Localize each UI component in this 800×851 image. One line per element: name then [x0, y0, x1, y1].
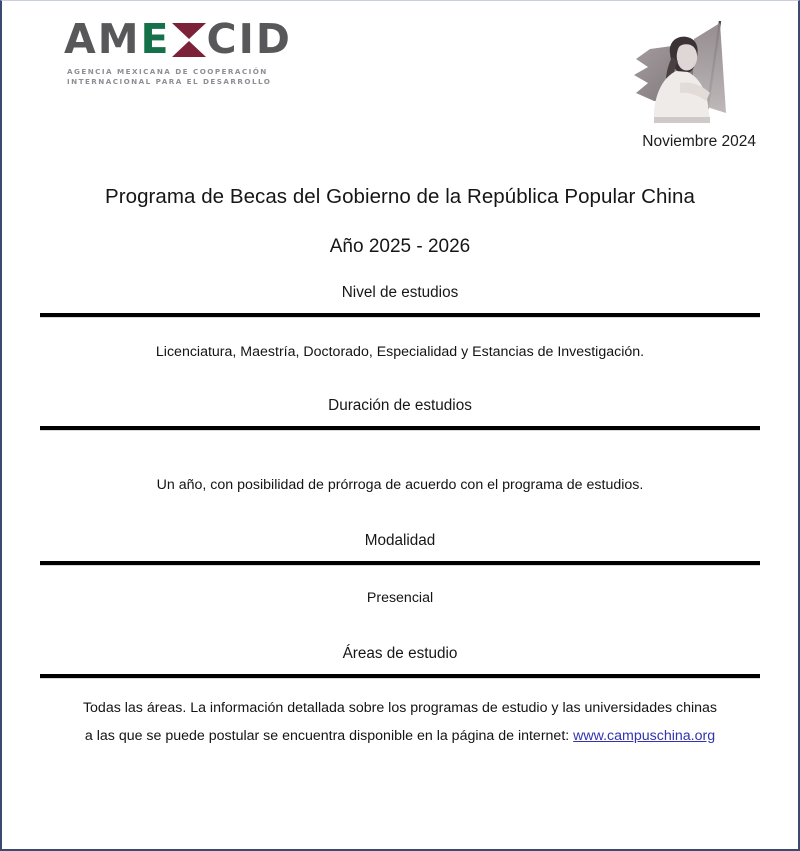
document-header [40, 1, 760, 129]
logo-text-e-accent: E [140, 15, 171, 63]
section-modalidad [40, 532, 760, 613]
page-title: Programa de Becas del Gobierno de la República Popular China [105, 185, 695, 208]
amexcid-tagline-line-2: INTERNACIONAL PARA EL DESARROLLO [67, 77, 272, 87]
page-subtitle: Año 2025 - 2026 [329, 236, 471, 257]
section-divider [40, 426, 760, 430]
section-body-line-2 [40, 723, 760, 751]
section-divider [40, 313, 760, 317]
section-divider [40, 674, 760, 678]
mexican-government-flag-emblem-icon [610, 9, 740, 127]
campuschina-link[interactable]: www.campuschina.org [573, 727, 716, 744]
logo-text-cid: CID [206, 15, 292, 63]
section-divider [40, 561, 760, 565]
amexcid-tagline [67, 67, 364, 88]
section-nivel-de-estudios [40, 284, 760, 367]
section-body: Un año, con posibilidad de prórroga de acuerdo con el programa de estudios. [156, 476, 644, 493]
section-heading: Modalidad [364, 532, 436, 550]
section-body: Presencial [366, 590, 434, 607]
amexcid-tagline-line-1: AGENCIA MEXICANA DE COOPERACIÓN [67, 67, 268, 76]
section-duracion-de-estudios [40, 397, 760, 500]
logo-x-icon [172, 23, 206, 57]
section-body [40, 695, 760, 750]
section-heading: Nivel de estudios [341, 284, 459, 301]
section-areas-de-estudio [40, 645, 760, 750]
section-body-line-2-text: a las que se puede postular se encuentra disponible en la página de internet: [84, 727, 574, 744]
section-body-line-1: Todas las áreas. La información detallada sobre los programas de estudio y las universidades chinas [82, 700, 718, 717]
section-heading: Áreas de estudio [342, 645, 458, 663]
amexcid-wordmark [64, 15, 364, 63]
section-heading: Duración de estudios [328, 396, 472, 414]
amexcid-logo [64, 15, 364, 88]
document-date: Noviembre 2024 [642, 133, 756, 150]
section-body: Licenciatura, Maestría, Doctorado, Especialidad y Estancias de Investigación. [155, 344, 645, 360]
logo-text-ame: AM [64, 15, 141, 63]
